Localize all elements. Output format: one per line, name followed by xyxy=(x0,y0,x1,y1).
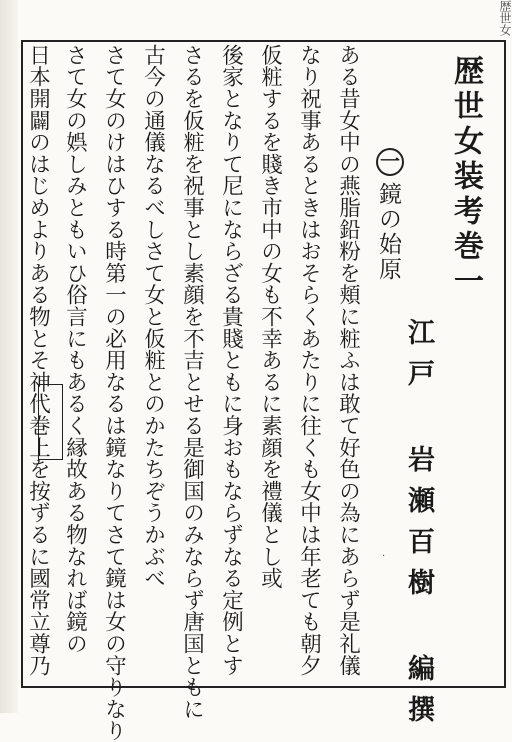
body-column-1: ある昔女中の燕脂鉛粉を頬に粧ふは敢て好色の為にあらず是礼儀 xyxy=(335,44,361,677)
body-column-6: 古今の通儀なるべしさて女と仮粧とのかたちぞうかぶべ xyxy=(140,44,166,589)
boxed-reference xyxy=(38,384,63,460)
body-column-5: さるを仮粧を祝事とし素顔を不吉とせる是御国のみならず唐国ともに xyxy=(179,44,205,720)
corner-mark: 歴世女 xyxy=(498,0,512,36)
body-column-3: 仮粧するを賤き市中の女も不幸あるに素顔を禮儀とし或 xyxy=(257,44,283,589)
book-title: 歴世女装考巻一 xyxy=(448,55,483,300)
page-edge xyxy=(0,0,18,713)
section-title: 鏡の始原 xyxy=(375,182,401,282)
body-column-4: 後家となりて尼にならざる貴賤ともに身おもならずなる定例とす xyxy=(218,44,244,677)
section-number-circle: 一 xyxy=(376,148,404,176)
body-column-9: 日本開闢のはじめよりある物とそ神代巻上を按ずるに國常立尊乃 xyxy=(25,44,51,677)
author-credit: 江戸 岩瀬百樹 編撰 xyxy=(403,318,434,736)
body-column-7: さて女のけはひする時第一の必用なるは鏡なりてさて鏡は女の守りなり xyxy=(101,44,127,742)
small-mark: · xyxy=(382,551,386,562)
body-column-8: さて女の娯しみともいひ俗言にもあるく縁故ある物なれば鏡の xyxy=(62,44,88,655)
body-column-2: なり祝事あるときはおそらくあたりに往くも女中は年老ても朝夕 xyxy=(296,44,322,677)
